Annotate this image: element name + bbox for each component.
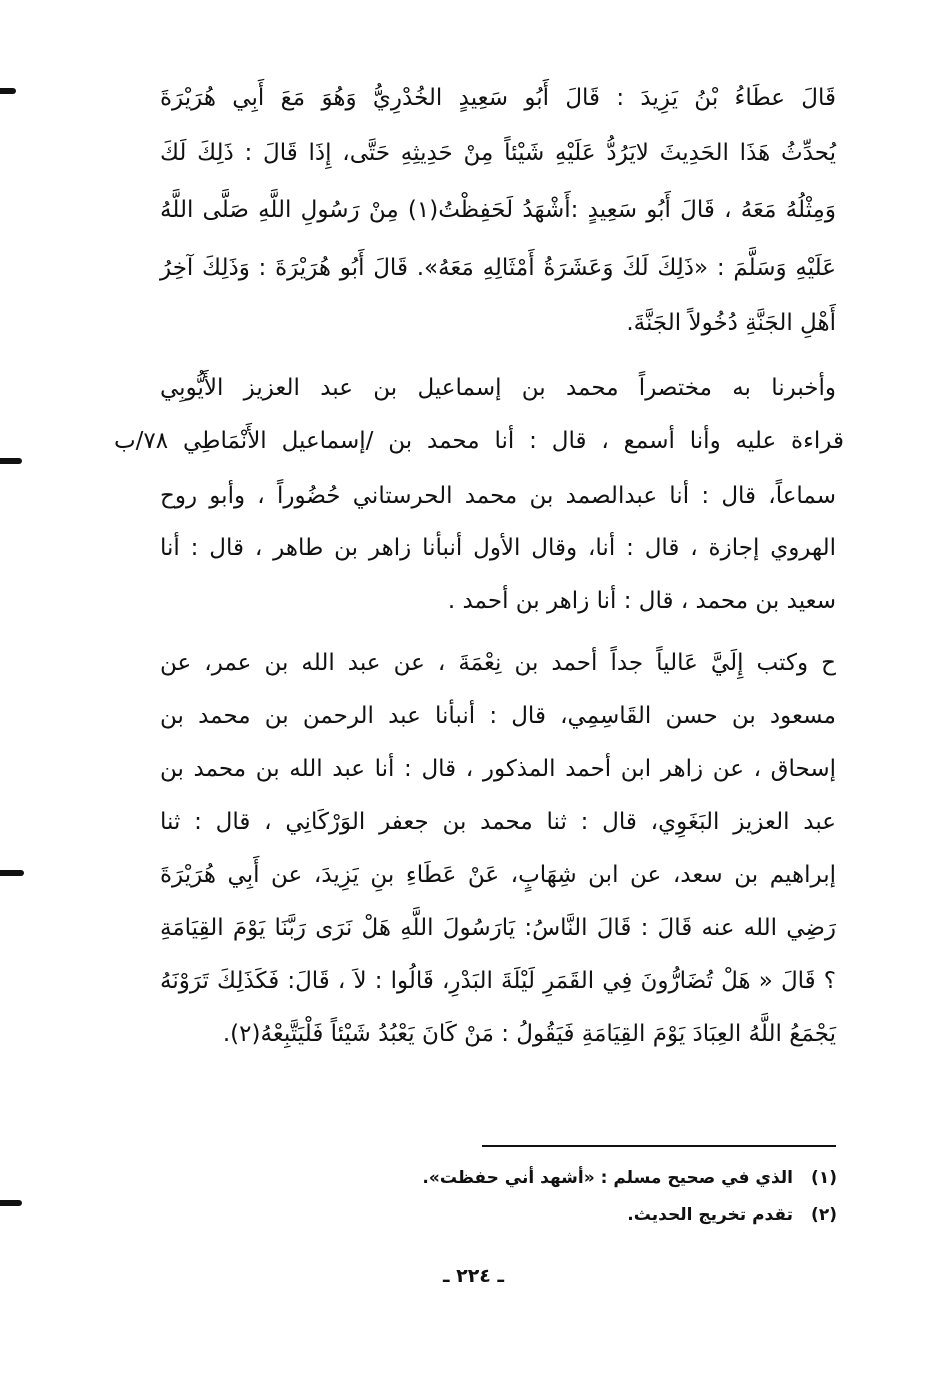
- text-line: وَمِثْلُهُ مَعَهُ ، قَالَ أَبُو سَعِيدٍ :أَشْهَدُ لَحَفِظْتُ(١) مِنْ رَسُولِ اللَّهِ صَلَّى اللَّهُ: [160, 197, 836, 223]
- margin-mark: [0, 870, 24, 876]
- text-line: سعيد بن محمد ، قال : أنا زاهر بن أحمد .: [447, 588, 836, 614]
- footnote-text: الذي في صحيح مسلم : «أشهد أني حفظت».: [422, 1168, 793, 1188]
- text-line: إسحاق ، عن زاهر ابن أحمد المذكور ، قال : أنا عبد الله بن محمد بن: [160, 756, 836, 782]
- footnote-divider: [482, 1145, 836, 1147]
- footnote: [277, 1163, 837, 1193]
- text-line: مسعود بن حسن القَاسِمِي، قال : أنبأنا عبد الرحمن بن محمد بن: [160, 703, 836, 729]
- margin-mark: [0, 88, 16, 94]
- footnote: [277, 1200, 837, 1230]
- text-line: يُحدِّثُ هَذَا الحَدِيثَ لايَرُدُّ عَلَيْهِ شَيْئاً مِنْ حَدِيثِهِ حَتَّى، إِذَا قَالَ : ذَلِكَ لَكَ: [160, 140, 836, 166]
- text-line: عَلَيْهِ وَسَلَّمَ : «ذَلِكَ لَكَ وَعَشَرَةُ أَمْثَالِهِ مَعَهُ». قَالَ أَبُو هُرَيْرَةَ : وَذَلِكَ آخِرُ: [160, 255, 836, 281]
- footnote-text: تقدم تخريج الحديث.: [627, 1205, 793, 1225]
- margin-mark: [0, 458, 22, 464]
- text-line: ح وكتب إِلَيَّ عَالياً جداً أحمد بن نِعْمَةَ ، عن عبد الله بن عمر، عن: [160, 650, 836, 676]
- margin-mark: [0, 1200, 22, 1206]
- text-line: سماعاً، قال : أنا عبدالصمد بن محمد الحرستاني حُضُوراً ، وأبو روح: [160, 483, 836, 509]
- footnote-number: (١): [811, 1168, 837, 1188]
- text-line: رَضِي الله عنه قَالَ : قَالَ النَّاسُ: يَارَسُولَ اللَّهِ هَلْ نَرَى رَبَّنَا يَوْمَ القِيَامَةِ: [160, 915, 836, 941]
- text-line: الهروي إجازة ، قال : أنا، وقال الأول أنبأنا زاهر بن طاهر ، قال : أنا: [160, 535, 836, 561]
- text-line: قَالَ عطَاءُ بْنُ يَزِيدَ : قَالَ أَبُو سَعِيدٍ الخُدْرِيُّ وَهُوَ مَعَ أَبِي هُرَيْرَةَ: [160, 85, 836, 111]
- text-line: يَجْمَعُ اللَّهُ العِبَادَ يَوْمَ القِيَامَةِ فَيَقُولُ : مَنْ كَانَ يَعْبُدُ شَيْئاً فَلْيَتَّبِعْهُ(٢).: [222, 1021, 836, 1047]
- text-line: وأخبرنا به مختصراً محمد بن إسماعيل بن عبد العزيز الأَيُّوبِي: [160, 375, 836, 401]
- text-line: إبراهيم بن سعد، عن ابن شِهَابٍ، عَنْ عَطَاءِ بنِ يَزِيدَ، عن أَبِي هُرَيْرَةَ: [160, 862, 836, 888]
- footnote-number: (٢): [811, 1205, 837, 1225]
- text-line: قراءة عليه وأنا أسمع ، قال : أنا محمد بن /إسماعيل الأَنْمَاطِي ٧٨/ب: [114, 428, 844, 454]
- text-line: ؟ قَالَ « هَلْ تُضَارُّونَ فِي القَمَرِ لَيْلَةَ البَدْرِ، قَالُوا : لاَ ، قَالَ: فَكَذَلِكَ تَرَوْنَهُ: [160, 968, 836, 994]
- text-line: أَهْلِ الجَنَّةِ دُخُولاً الجَنَّةَ.: [626, 310, 836, 336]
- page-number: ـ ٢٢٤ ـ: [442, 1265, 504, 1287]
- text-line: عبد العزيز البَغَوِي، قال : ثنا محمد بن جعفر الوَرْكَانِي ، قال : ثنا: [160, 809, 836, 835]
